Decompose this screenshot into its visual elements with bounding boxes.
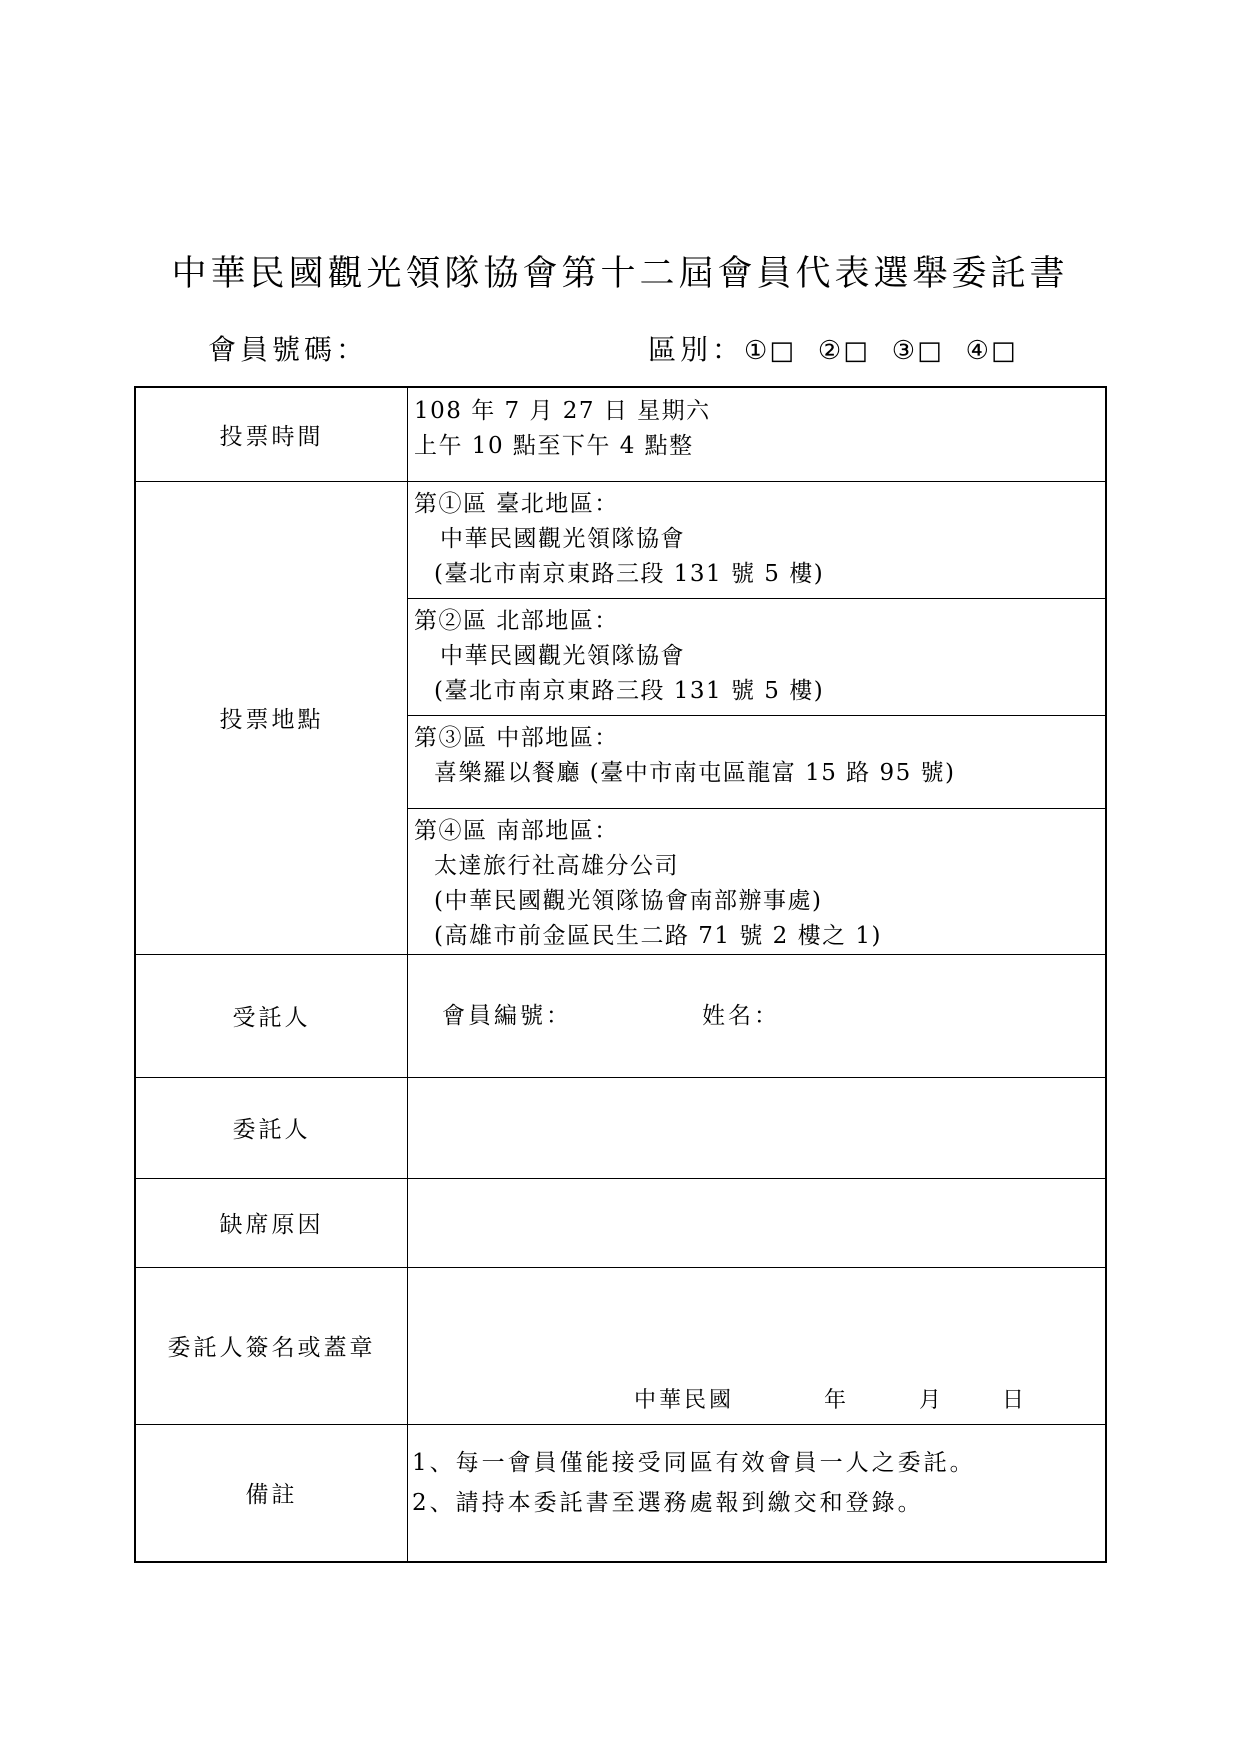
date-day: 日 xyxy=(1002,1387,1028,1413)
document-title: 中華民國觀光領隊協會第十二屆會員代表選舉委託書 xyxy=(171,254,1069,294)
principal-input-cell[interactable] xyxy=(408,1077,1107,1178)
district-2-venue: 中華民國觀光領隊協會 xyxy=(440,642,685,669)
district-2-heading: 第②區 北部地區： xyxy=(414,607,619,634)
district-selector xyxy=(648,330,1018,371)
signature-date xyxy=(408,1268,1105,1416)
district-1-address: (臺北市南京東路三段 131 號 5 樓) xyxy=(434,560,825,587)
district-4-cell xyxy=(408,808,1107,954)
district-option-2-checkbox[interactable]: ②□ xyxy=(817,336,870,366)
voting-place-label: 投票地點 xyxy=(135,481,408,954)
trustee-cell[interactable] xyxy=(408,954,1107,1077)
trustee-label: 受託人 xyxy=(135,954,408,1077)
date-year: 年 xyxy=(824,1387,850,1413)
remarks-row xyxy=(135,1424,1106,1562)
district-4-address: (高雄市前金區民生二路 71 號 2 樓之 1) xyxy=(434,922,883,949)
voting-date: 108 年 7 月 27 日 星期六 xyxy=(414,398,711,424)
district-3-venue: 喜樂羅以餐廳 (臺中市南屯區龍富 15 路 95 號) xyxy=(434,759,956,786)
district-2-address: (臺北市南京東路三段 131 號 5 樓) xyxy=(434,677,825,704)
remarks-cell xyxy=(408,1424,1107,1562)
remark-1: 1、每一會員僅能接受同區有效會員一人之委託。 xyxy=(412,1449,976,1476)
district-2-cell xyxy=(408,598,1107,715)
signature-input-cell[interactable] xyxy=(408,1267,1107,1424)
trustee-member-id-label: 會員編號： xyxy=(442,1002,572,1029)
district-4-heading: 第④區 南部地區： xyxy=(414,817,619,844)
district-4-venue: 太達旅行社高雄分公司 xyxy=(434,852,679,879)
signature-label: 委託人簽名或蓋章 xyxy=(135,1267,408,1424)
voting-hours: 上午 10 點至下午 4 點整 xyxy=(414,433,694,459)
date-month: 月 xyxy=(919,1387,945,1413)
district-3-cell xyxy=(408,715,1107,808)
district-1-heading: 第①區 臺北地區： xyxy=(414,490,619,517)
trustee-row xyxy=(135,954,1106,1077)
proxy-form-table xyxy=(134,386,1107,1563)
absence-reason-row xyxy=(135,1178,1106,1267)
district-option-1-checkbox[interactable]: ①□ xyxy=(744,336,796,366)
absence-reason-label: 缺席原因 xyxy=(135,1178,408,1267)
voting-time-label: 投票時間 xyxy=(135,387,408,481)
principal-label: 委託人 xyxy=(135,1077,408,1178)
district-4-office: (中華民國觀光領隊協會南部辦事處) xyxy=(434,887,823,914)
district-1-cell xyxy=(408,481,1107,598)
date-era: 中華民國 xyxy=(634,1387,735,1413)
district-option-3-checkbox[interactable]: ③□ xyxy=(891,336,944,366)
absence-reason-input-cell[interactable] xyxy=(408,1178,1107,1267)
voting-time-row xyxy=(135,387,1106,481)
principal-row xyxy=(135,1077,1106,1178)
district-3-heading: 第③區 中部地區： xyxy=(414,724,619,751)
voting-place-row-1 xyxy=(135,481,1106,598)
remark-2: 2、請持本委託書至選務處報到繳交和登錄。 xyxy=(412,1489,924,1516)
district-option-4-checkbox[interactable]: ④□ xyxy=(965,336,1018,366)
signature-row xyxy=(135,1267,1106,1424)
trustee-name-label: 姓名： xyxy=(702,1002,780,1029)
remarks-label: 備註 xyxy=(135,1424,408,1562)
voting-time-cell xyxy=(408,387,1107,481)
member-number-label: 會員號碼： xyxy=(208,333,369,366)
district-label: 區別： xyxy=(648,333,745,366)
district-1-venue: 中華民國觀光領隊協會 xyxy=(440,525,685,552)
